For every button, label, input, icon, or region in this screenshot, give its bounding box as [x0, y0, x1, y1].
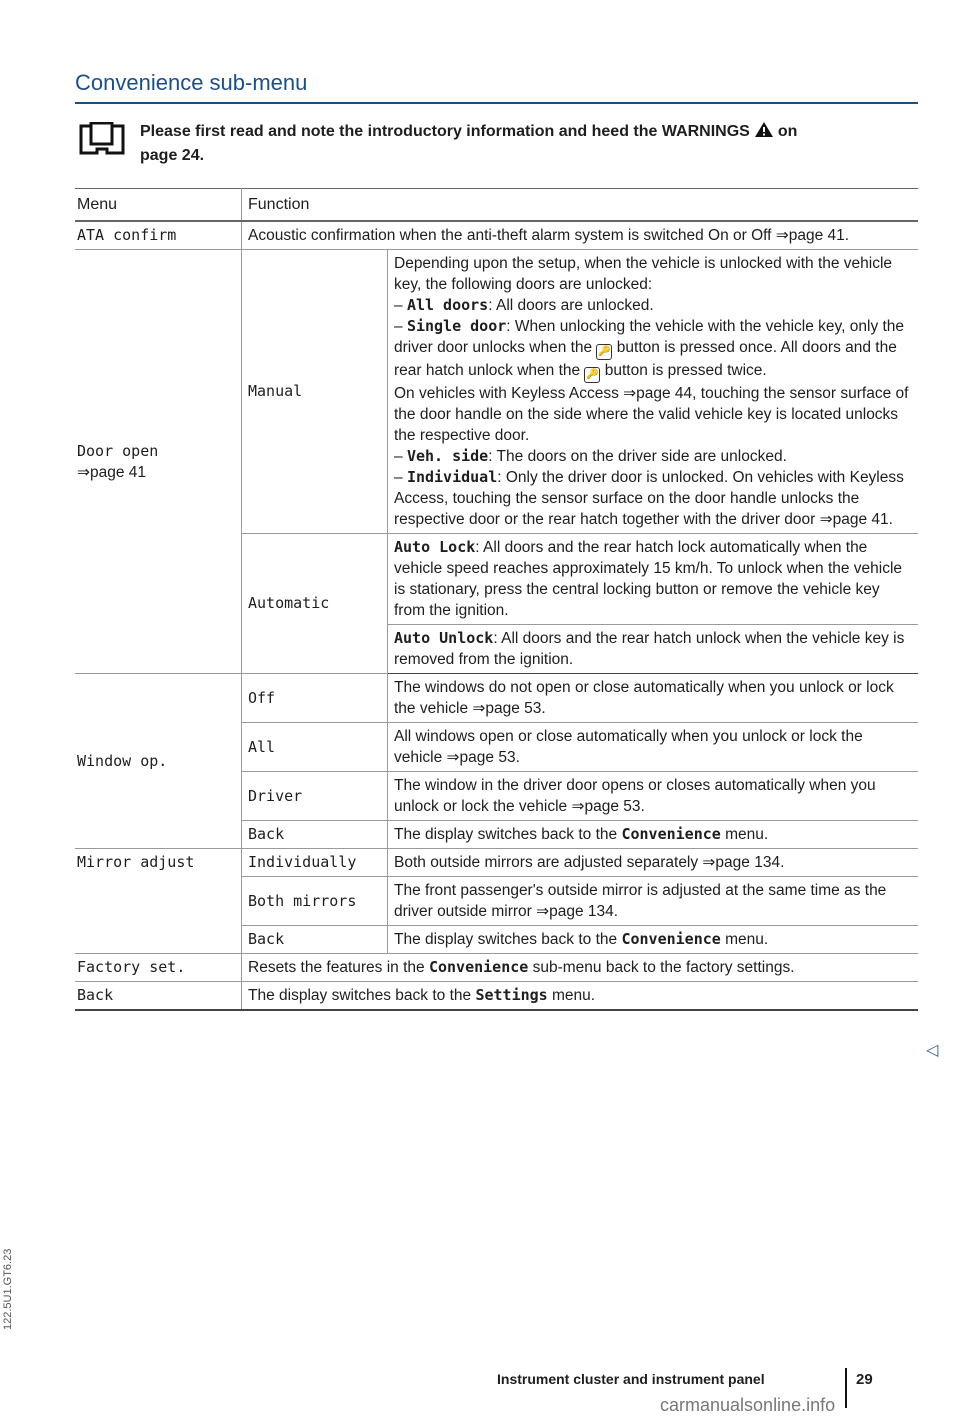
desc-individually: Both outside mirrors are adjusted separately ⇒page 134. — [388, 849, 919, 877]
book-icon — [78, 122, 126, 156]
desc-back: The display switches back to the Convenience menu. — [388, 821, 919, 849]
notice-text: Please first read and note the introductory information and heed the WARNINGS on page 24. — [140, 123, 798, 164]
menu-door-open: Door open ⇒page 41 — [75, 250, 242, 674]
menu-ata-confirm: ATA confirm — [75, 221, 242, 250]
menu-window-op: Window op. — [75, 674, 242, 849]
key-unlock-icon: 🔑 — [584, 367, 600, 383]
table-row — [75, 674, 918, 723]
desc-driver: The window in the driver door opens or closes automatically when you unlock or lock the vehicle ⇒page 53. — [388, 772, 919, 821]
page-title: Convenience sub-menu — [75, 70, 918, 104]
option-both-mirrors: Both mirrors — [242, 877, 388, 926]
desc-back: The display switches back to the Convenience menu. — [388, 926, 919, 954]
footer-section-title: Instrument cluster and instrument panel — [497, 1371, 765, 1387]
page-number-divider — [845, 1368, 847, 1408]
desc-auto-unlock: Auto Unlock: All doors and the rear hatch unlock when the vehicle key is removed from the ignition. — [388, 625, 919, 674]
page-number: 29 — [856, 1371, 873, 1388]
warning-icon — [754, 121, 774, 138]
key-unlock-icon: 🔑 — [596, 344, 612, 360]
table-row — [75, 849, 918, 877]
desc-off: The windows do not open or close automatically when you unlock or lock the vehicle ⇒page 53. — [388, 674, 919, 723]
option-back: Back — [242, 821, 388, 849]
option-driver: Driver — [242, 772, 388, 821]
convenience-table — [75, 188, 918, 1011]
option-automatic: Automatic — [242, 534, 388, 674]
desc-auto-lock: Auto Lock: All doors and the rear hatch lock automatically when the vehicle speed reaches approximately 15 km/h. To unlock when the vehicle is stationary, press the central locking button or remove the vehicle key from the ignition. — [388, 534, 919, 625]
table-row — [75, 982, 918, 1011]
header-function: Function — [242, 189, 919, 222]
desc-ata-confirm: Acoustic confirmation when the anti-theft alarm system is switched On or Off ⇒page 41. — [242, 221, 919, 250]
option-off: Off — [242, 674, 388, 723]
desc-both-mirrors: The front passenger's outside mirror is adjusted at the same time as the driver outside mirror ⇒page 134. — [388, 877, 919, 926]
document-code: 122.5U1.GT6.23 — [2, 1248, 14, 1330]
table-header-row — [75, 189, 918, 222]
menu-mirror-adjust: Mirror adjust — [75, 849, 242, 954]
table-row — [75, 221, 918, 250]
table-row — [75, 250, 918, 534]
option-back: Back — [242, 926, 388, 954]
option-all: All — [242, 723, 388, 772]
desc-back: The display switches back to the Settings menu. — [242, 982, 919, 1011]
watermark: carmanualsonline.info — [660, 1395, 836, 1415]
table-row — [75, 954, 918, 982]
option-manual: Manual — [242, 250, 388, 534]
menu-factory-set: Factory set. — [75, 954, 242, 982]
menu-back: Back — [75, 982, 242, 1011]
header-menu: Menu — [75, 189, 242, 222]
section-end-icon: ◁ — [926, 1042, 939, 1059]
desc-all: All windows open or close automatically when you unlock or lock the vehicle ⇒page 53. — [388, 723, 919, 772]
option-individually: Individually — [242, 849, 388, 877]
desc-manual: Depending upon the setup, when the vehicle is unlocked with the vehicle key, the following doors are unlocked: – All doors: All doors are unlocked. – Single door: When unlocking the vehicle with the vehicle key, only the driver door unlocks when the 🔑 button is pressed once. All doors and the rear hatch unlock when the 🔑 button is pressed twice. On vehicles with Keyless Access ⇒page 44, touching the sensor surface of the door handle on the side where the valid vehicle key is located unlocks the respective door. – Veh. side: The doors on the driver side are unlocked. – Individual: Only the driver door is unlocked. On vehicles with Keyless Access, touching the sensor surface on the door handle unlocks the respective door or the rear hatch together with the driver door ⇒page 41. — [388, 250, 919, 534]
desc-factory-set: Resets the features in the Convenience sub-menu back to the factory settings. — [242, 954, 919, 982]
